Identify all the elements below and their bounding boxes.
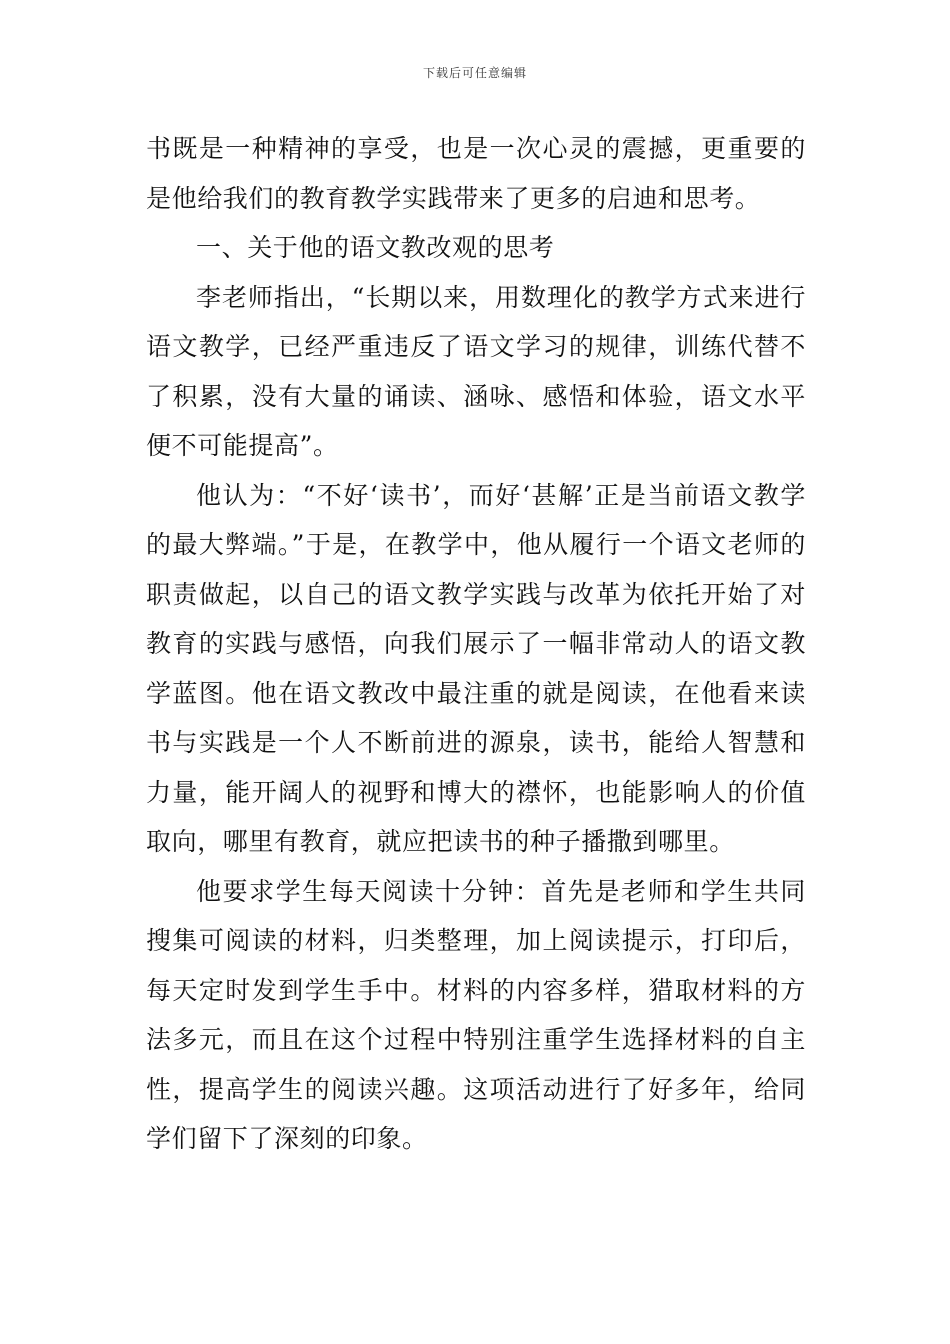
paragraph: 他认为：“不好‘读书’，而好‘甚解’正是当前语文教学的最大弊端。”于是，在教学中，他从履行一个语文老师的职责做起，以自己的语文教学实践与改革为依托开始了对教育的实践与感悟，向我们展示了一幅非常动人的语文教学蓝图。他在语文教改中最注重的就是阅读，在他看来读书与实践是一个人不断前进的源泉，读书，能给人智慧和力量，能开阔人的视野和博大的襟怀，也能影响人的价值取向，哪里有教育，就应把读书的种子播撒到哪里。 <box>146 480 806 856</box>
document-body <box>146 124 806 1164</box>
page-header: 下载后可任意编辑 <box>422 66 527 80</box>
paragraph: 他要求学生每天阅读十分钟：首先是老师和学生共同搜集可阅读的材料，归类整理，加上阅读提示，打印后，每天定时发到学生手中。材料的内容多样，猎取材料的方法多元，而且在这个过程中特别注重学生选择材料的自主性，提高学生的阅读兴趣。这项活动进行了好多年，给同学们留下了深刻的印象。 <box>146 876 806 1153</box>
paragraph-continuation: 书既是一种精神的享受，也是一次心灵的震撼，更重要的是他给我们的教育教学实践带来了更多的启迪和思考。 <box>146 134 806 213</box>
section-heading: 一、关于他的语文教改观的思考 <box>196 233 555 262</box>
paragraph: 李老师指出，“长期以来，用数理化的教学方式来进行语文教学，已经严重违反了语文学习的规律，训练代替不了积累，没有大量的诵读、涵咏、感悟和体验，语文水平便不可能提高”。 <box>146 282 806 460</box>
